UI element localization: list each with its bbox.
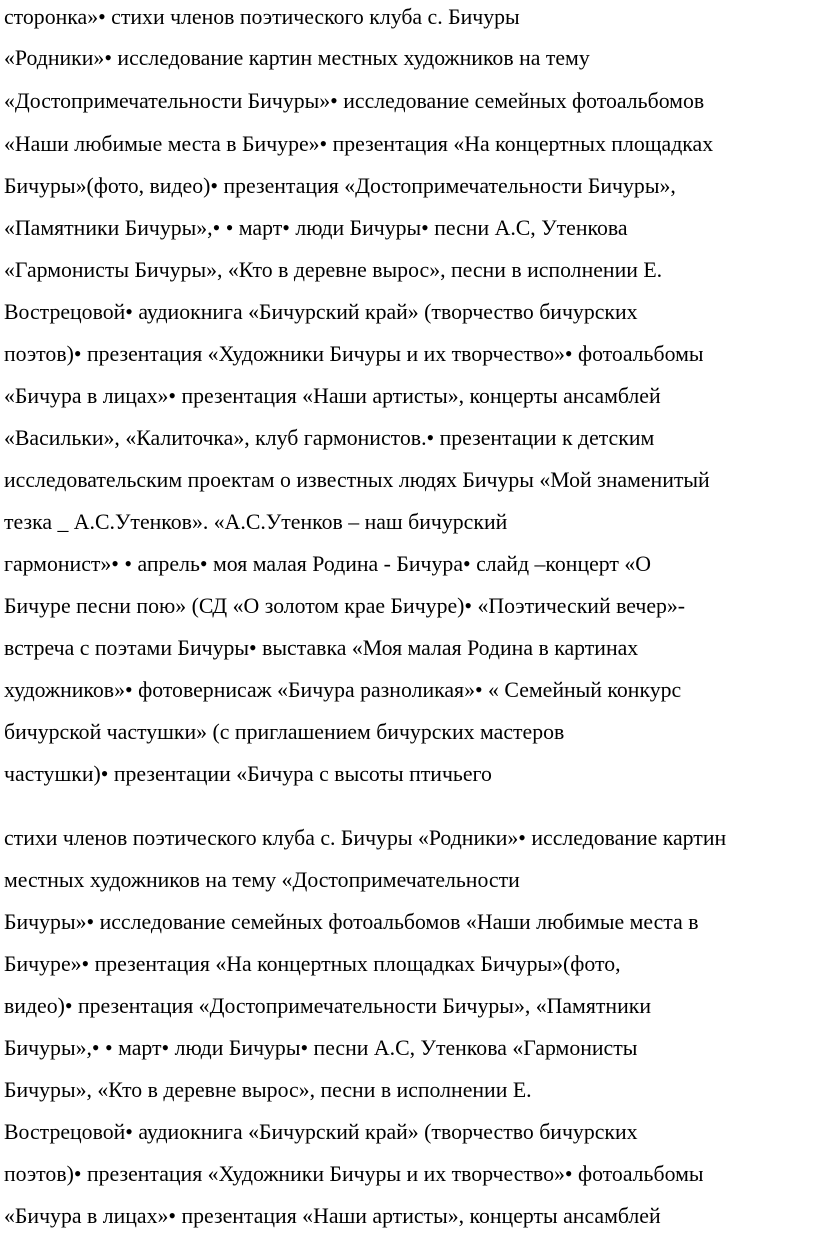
text-line: поэтов)• презентация «Художники Бичуры и их творчество»• фотоальбомы (4, 1162, 704, 1186)
text-line: Вострецовой• аудиокнига «Бичурский край» (творчество бичурских (4, 300, 638, 324)
text-line: гармонист»• • апрель• моя малая Родина - Бичура• слайд –концерт «О (4, 552, 652, 576)
text-line: «Бичура в лицах»• презентация «Наши артисты», концерты ансамблей (4, 384, 661, 408)
text-line: Бичуры», «Кто в деревне вырос», песни в исполнении Е. (4, 1078, 532, 1102)
text-line: «Гармонисты Бичуры», «Кто в деревне вырос», песни в исполнении Е. (4, 258, 663, 282)
text-line: Бичуры»• исследование семейных фотоальбомов «Наши любимые места в (4, 910, 699, 934)
text-line: местных художников на тему «Достопримечательности (4, 868, 520, 892)
text-line: сторонка»• стихи членов поэтического клуба с. Бичуры (4, 5, 520, 29)
text-line: Вострецовой• аудиокнига «Бичурский край» (творчество бичурских (4, 1120, 638, 1144)
text-line: тезка _ А.С.Утенков». «А.С.Утенков – наш бичурский (4, 510, 508, 534)
text-line: Бичуре»• презентация «На концертных площадках Бичуры»(фото, (4, 952, 621, 976)
text-line: «Достопримечательности Бичуры»• исследование семейных фотоальбомов (4, 89, 705, 113)
text-line: «Родники»• исследование картин местных художников на тему (4, 46, 590, 70)
text-line: Бичуры»(фото, видео)• презентация «Достопримечательности Бичуры», (4, 174, 676, 198)
text-line: встреча с поэтами Бичуры• выставка «Моя малая Родина в картинах (4, 636, 639, 660)
text-line: стихи членов поэтического клуба с. Бичуры «Родники»• исследование картин (4, 826, 727, 850)
text-line: видео)• презентация «Достопримечательности Бичуры», «Памятники (4, 994, 651, 1018)
text-line: «Наши любимые места в Бичуре»• презентация «На концертных площадках (4, 132, 714, 156)
text-line: «Васильки», «Калиточка», клуб гармонистов.• презентации к детским (4, 426, 655, 450)
text-line: поэтов)• презентация «Художники Бичуры и их творчество»• фотоальбомы (4, 342, 704, 366)
text-line: «Бичура в лицах»• презентация «Наши артисты», концерты ансамблей (4, 1204, 661, 1228)
text-line: частушки)• презентации «Бичура с высоты птичьего (4, 762, 492, 786)
text-line: «Памятники Бичуры»,• • март• люди Бичуры• песни А.С, Утенкова (4, 216, 628, 240)
text-line: Бичуры»,• • март• люди Бичуры• песни А.С, Утенкова «Гармонисты (4, 1036, 638, 1060)
text-line: исследовательским проектам о известных людях Бичуры «Мой знаменитый (4, 468, 710, 492)
text-line: художников»• фотовернисаж «Бичура разноликая»• « Семейный конкурс (4, 678, 682, 702)
text-line: Бичуре песни пою» (СД «О золотом крае Бичуре)• «Поэтический вечер»- (4, 594, 686, 618)
text-line: бичурской частушки» (с приглашением бичурских мастеров (4, 720, 565, 744)
